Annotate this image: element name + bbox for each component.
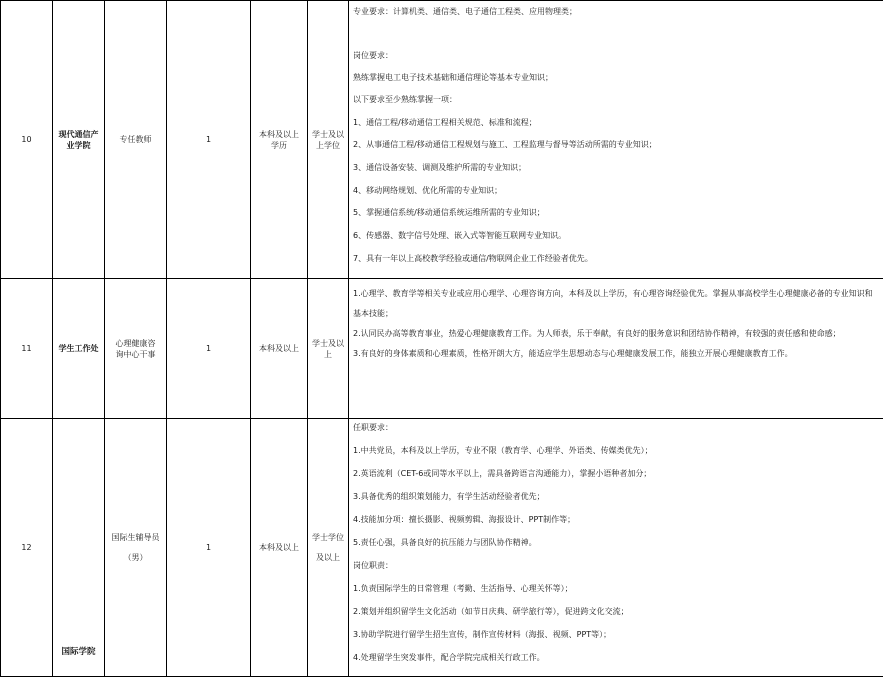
table-row: [1, 279, 883, 419]
req-line: 4.技能加分项：擅长摄影、视频剪辑、海报设计、PPT制作等；: [353, 514, 880, 537]
requirements: [349, 1, 883, 279]
row-number: 10: [1, 1, 53, 279]
req-line: 5.责任心强，具备良好的抗压能力与团队协作精神。: [353, 537, 880, 560]
req-line: 1.心理学、教育学等相关专业或应用心理学、心理咨询方向，本科及以上学历，有心理咨询经验优先。掌握从事高校学生心理健康必备的专业知识和基本技能；: [353, 284, 880, 324]
department: 学生工作处: [53, 279, 105, 419]
req-line: 2.策划并组织留学生文化活动（如节日庆典、研学旅行等），促进跨文化交流；: [353, 606, 880, 629]
education: 本科及以上学历: [251, 1, 308, 279]
req-line: 岗位职责：: [353, 560, 880, 583]
education: 本科及以上: [251, 419, 308, 677]
degree: 学士学位及以上: [308, 419, 349, 677]
post-name: 专任教师: [105, 1, 167, 279]
req-line: 6、传感器、数字信号处理、嵌入式等智能互联网专业知识。: [353, 230, 880, 253]
req-line: 3、通信设备安装、调测及维护所需的专业知识；: [353, 162, 880, 185]
headcount: 1: [167, 1, 251, 279]
post-name: 国际生辅导员（男）: [105, 419, 167, 677]
req-line: 任职要求：: [353, 422, 880, 445]
headcount: 1: [167, 419, 251, 677]
degree: 学士及以上: [308, 279, 349, 419]
row-number: 11: [1, 279, 53, 419]
req-line: 2.认同民办高等教育事业，热爱心理健康教育工作。为人师表，乐于奉献，有良好的服务意识和团结协作精神，有较强的责任感和使命感；: [353, 324, 880, 344]
headcount: 1: [167, 279, 251, 419]
post-name: 心理健康咨询中心干事: [105, 279, 167, 419]
req-line: 7、具有一年以上高校教学经验或通信/物联网企业工作经验者优先。: [353, 253, 880, 273]
req-line: 4、移动网络规划、优化所需的专业知识；: [353, 185, 880, 207]
degree: 学士及以上学位: [308, 1, 349, 279]
req-line: 专业要求：计算机类、通信类、电子通信工程类、应用物理类；: [353, 6, 880, 50]
req-line: 3.具备优秀的组织策划能力，有学生活动经验者优先；: [353, 491, 880, 514]
req-line: 3.协助学院进行留学生招生宣传，制作宣传材料（海报、视频、PPT等）；: [353, 629, 880, 652]
table-row: [1, 1, 883, 279]
department: 现代通信产业学院: [53, 1, 105, 279]
req-line: 4.处理留学生突发事件，配合学院完成相关行政工作。: [353, 652, 880, 672]
req-line: 1.中共党员，本科及以上学历，专业不限（教育学、心理学、外语类、传媒类优先）；: [353, 445, 880, 468]
req-line: 1、通信工程/移动通信工程相关规范、标准和流程；: [353, 117, 880, 139]
req-line: 1.负责国际学生的日常管理（考勤、生活指导、心理关怀等）；: [353, 583, 880, 606]
req-line: 熟练掌握电工电子技术基础和通信理论等基本专业知识；: [353, 72, 880, 94]
requirements: [349, 419, 883, 677]
req-line: 2.英语流利（CET-6或同等水平以上，需具备跨语言沟通能力），掌握小语种者加分；: [353, 468, 880, 491]
education: 本科及以上: [251, 279, 308, 419]
req-line: 岗位要求：: [353, 50, 880, 72]
department: 国际学院: [53, 647, 104, 658]
row-number: 12: [1, 419, 53, 677]
department-cell: [53, 419, 105, 677]
req-line: 2、从事通信工程/移动通信工程规划与施工、工程监理与督导等活动所需的专业知识；: [353, 139, 880, 162]
req-line: 以下要求至少熟练掌握一项：: [353, 94, 880, 117]
req-line: 3.有良好的身体素质和心理素质，性格开朗大方，能适应学生思想动态与心理健康发展工作，能独立开展心理健康教育工作。: [353, 344, 880, 364]
table-row: [1, 419, 883, 677]
requirements: [349, 279, 883, 419]
req-line: 5、掌握通信系统/移动通信系统运维所需的专业知识；: [353, 207, 880, 230]
